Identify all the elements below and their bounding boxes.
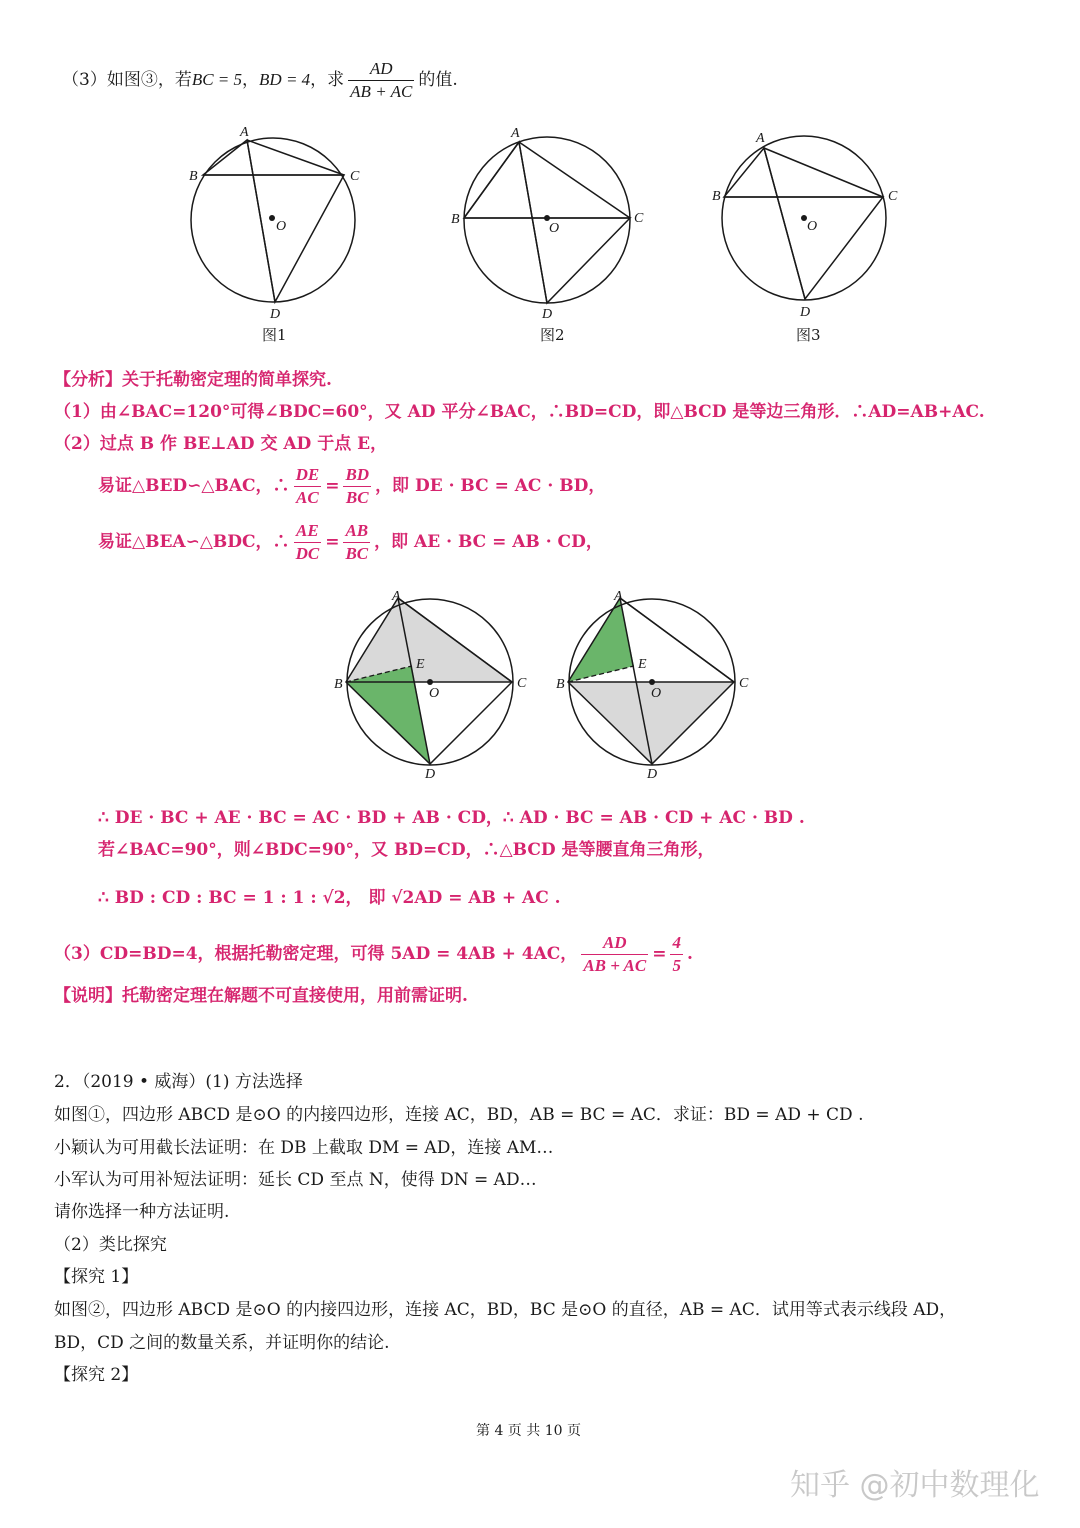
p2-l6: （2）类比探究 bbox=[54, 1235, 167, 1255]
page-footer: 第 4 页 共 10 页 bbox=[476, 1423, 581, 1439]
svg-text:C: C bbox=[350, 169, 360, 184]
p2-l10: 【探究 2】 bbox=[54, 1365, 139, 1385]
svg-text:C: C bbox=[634, 211, 644, 226]
svg-text:A: A bbox=[392, 589, 401, 604]
analysis-l4: 若∠BAC=90°，则∠BDC=90°，又 BD=CD，∴△BCD 是等腰直角三角形， bbox=[98, 840, 715, 860]
analysis-l6: （3）CD=BD=4，根据托勒密定理，可得 5AD = 4AB + 4AC， $\frac{AD}{AB + AC}$ = $\frac{4}{5}$ . bbox=[54, 933, 693, 975]
svg-text:D: D bbox=[270, 307, 281, 322]
analysis-l5: ∴ BD : CD : BC = 1 : 1 : √2， 即 √2AD = AB + AC . bbox=[98, 888, 561, 908]
caption-fig1: 图1 bbox=[262, 326, 287, 344]
svg-text:A: A bbox=[756, 131, 765, 146]
figure-3 bbox=[712, 131, 898, 320]
svg-text:E: E bbox=[416, 657, 425, 672]
analysis-header: 【分析】关于托勒密定理的简单探究. bbox=[54, 370, 332, 390]
svg-text:B: B bbox=[712, 189, 721, 204]
p2-l2: 如图①，四边形 ABCD 是⊙O 的内接四边形，连接 AC，BD，AB = BC = AC．求证：BD = AD + CD . bbox=[54, 1105, 864, 1125]
svg-text:C: C bbox=[517, 676, 527, 691]
svg-text:B: B bbox=[556, 677, 565, 692]
caption-fig3: 图3 bbox=[796, 326, 821, 344]
figure-1 bbox=[189, 125, 360, 322]
svg-text:C: C bbox=[888, 189, 898, 204]
q3-line: （3）如图③，若BC = 5，BD = 4，求 $\frac{AD}{AB + AC}$ 的值. bbox=[62, 59, 458, 101]
caption-fig2: 图2 bbox=[540, 326, 565, 344]
svg-text:D: D bbox=[800, 305, 811, 320]
figure-2 bbox=[451, 126, 644, 322]
shaded-figure-1 bbox=[334, 589, 527, 782]
figure-row bbox=[0, 118, 1080, 348]
analysis-step2: 易证△BEA∽△BDC，∴ $\frac{AE}{DC}$ = $\frac{AB}{BC}$ ，即 AE · BC = AB · CD， bbox=[98, 521, 603, 563]
quad-1 bbox=[203, 140, 344, 302]
analysis-note: 【说明】托勒密定理在解题不可直接使用，用前需证明. bbox=[54, 986, 468, 1006]
svg-text:A: A bbox=[240, 125, 249, 140]
watermark: 知乎 @初中数理化 bbox=[790, 1468, 1040, 1503]
svg-text:D: D bbox=[425, 767, 436, 782]
svg-text:D: D bbox=[542, 307, 553, 322]
shaded-figure-row bbox=[0, 586, 1080, 786]
p2-l3: 小颖认为可用截长法证明：在 DB 上截取 DM = AD，连接 AM… bbox=[54, 1138, 554, 1158]
shaded-figure-2 bbox=[556, 589, 749, 782]
p2-l1: 2．（2019 • 威海）(1) 方法选择 bbox=[54, 1072, 303, 1092]
svg-text:A: A bbox=[614, 589, 623, 604]
p2-l4: 小军认为可用补短法证明：延长 CD 至点 N，使得 DN = AD… bbox=[54, 1170, 537, 1190]
p2-l5: 请你选择一种方法证明. bbox=[54, 1202, 230, 1222]
svg-text:O: O bbox=[276, 219, 287, 234]
svg-text:B: B bbox=[451, 212, 460, 227]
analysis-l3: ∴ DE · BC + AE · BC = AC · BD + AB · CD，∴ AD · BC = AB · CD + AC · BD . bbox=[98, 808, 805, 828]
p2-l9: BD，CD 之间的数量关系，并证明你的结论. bbox=[54, 1333, 390, 1353]
svg-text:B: B bbox=[189, 169, 198, 184]
svg-text:E: E bbox=[638, 657, 647, 672]
analysis-step1: 易证△BED∽△BAC，∴ $\frac{DE}{AC}$ = $\frac{BD}{BC}$ ，即 DE · BC = AC · BD， bbox=[98, 465, 606, 507]
svg-text:O: O bbox=[651, 686, 662, 701]
svg-text:O: O bbox=[549, 221, 560, 236]
p2-l7: 【探究 1】 bbox=[54, 1267, 139, 1287]
svg-text:O: O bbox=[807, 219, 818, 234]
q3-fraction: $\frac{AD}{AB + AC}$ bbox=[350, 59, 413, 101]
svg-text:C: C bbox=[739, 676, 749, 691]
analysis-p2: （2）过点 B 作 BE⊥AD 交 AD 于点 E， bbox=[54, 434, 388, 454]
svg-text:B: B bbox=[334, 677, 343, 692]
p2-l8: 如图②，四边形 ABCD 是⊙O 的内接四边形，连接 AC，BD，BC 是⊙O 的直径，AB = AC．试用等式表示线段 AD， bbox=[54, 1300, 957, 1320]
svg-text:D: D bbox=[647, 767, 658, 782]
quad-3 bbox=[724, 148, 883, 299]
svg-text:O: O bbox=[429, 686, 440, 701]
analysis-p1: （1）由∠BAC=120°可得∠BDC=60°，又 AD 平分∠BAC，∴BD=CD，即△BCD 是等边三角形．∴AD=AB+AC. bbox=[54, 402, 985, 422]
svg-text:A: A bbox=[511, 126, 520, 141]
